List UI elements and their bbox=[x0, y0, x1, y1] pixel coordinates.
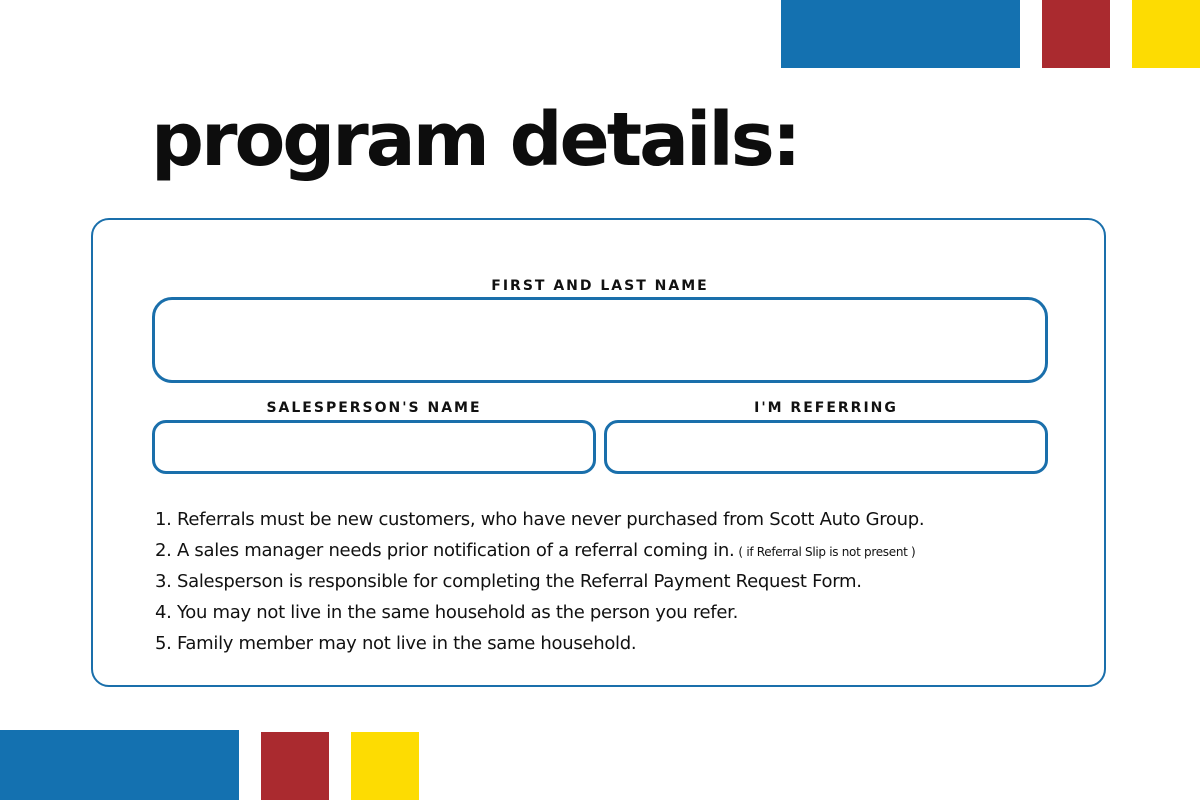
rule-text: A sales manager needs prior notification of a referral coming in. bbox=[177, 540, 735, 561]
salesperson-name-field[interactable] bbox=[152, 420, 596, 474]
rule-item bbox=[155, 535, 924, 566]
referring-field[interactable] bbox=[604, 420, 1048, 474]
rule-item bbox=[155, 597, 924, 628]
rule-note: ( if Referral Slip is not present ) bbox=[738, 545, 916, 559]
rule-text: Family member may not live in the same household. bbox=[177, 633, 637, 654]
decor-blue-block-top bbox=[781, 0, 1020, 68]
rule-number: 4. bbox=[155, 602, 172, 623]
rule-text: Referrals must be new customers, who have never purchased from Scott Auto Group. bbox=[177, 509, 925, 530]
rule-number: 1. bbox=[155, 509, 172, 530]
decor-yellow-block-top bbox=[1132, 0, 1200, 68]
rule-item bbox=[155, 628, 924, 659]
full-name-label: FIRST AND LAST NAME bbox=[491, 278, 709, 294]
rule-number: 2. bbox=[155, 540, 172, 561]
decor-red-block-top bbox=[1042, 0, 1110, 68]
rule-number: 3. bbox=[155, 571, 172, 592]
rule-item bbox=[155, 504, 924, 535]
decor-blue-block-bottom bbox=[0, 730, 239, 800]
rule-number: 5. bbox=[155, 633, 172, 654]
full-name-field[interactable] bbox=[152, 297, 1048, 383]
decor-yellow-block-bottom bbox=[351, 732, 419, 800]
salesperson-name-label: SALESPERSON'S NAME bbox=[266, 400, 482, 416]
rule-text: Salesperson is responsible for completing the Referral Payment Request Form. bbox=[177, 571, 862, 592]
referring-label: I'M REFERRING bbox=[754, 400, 898, 416]
page-title: program details: bbox=[151, 97, 799, 183]
rules-list bbox=[155, 504, 924, 659]
rule-text: You may not live in the same household as the person you refer. bbox=[177, 602, 738, 623]
rule-item bbox=[155, 566, 924, 597]
decor-red-block-bottom bbox=[261, 732, 329, 800]
